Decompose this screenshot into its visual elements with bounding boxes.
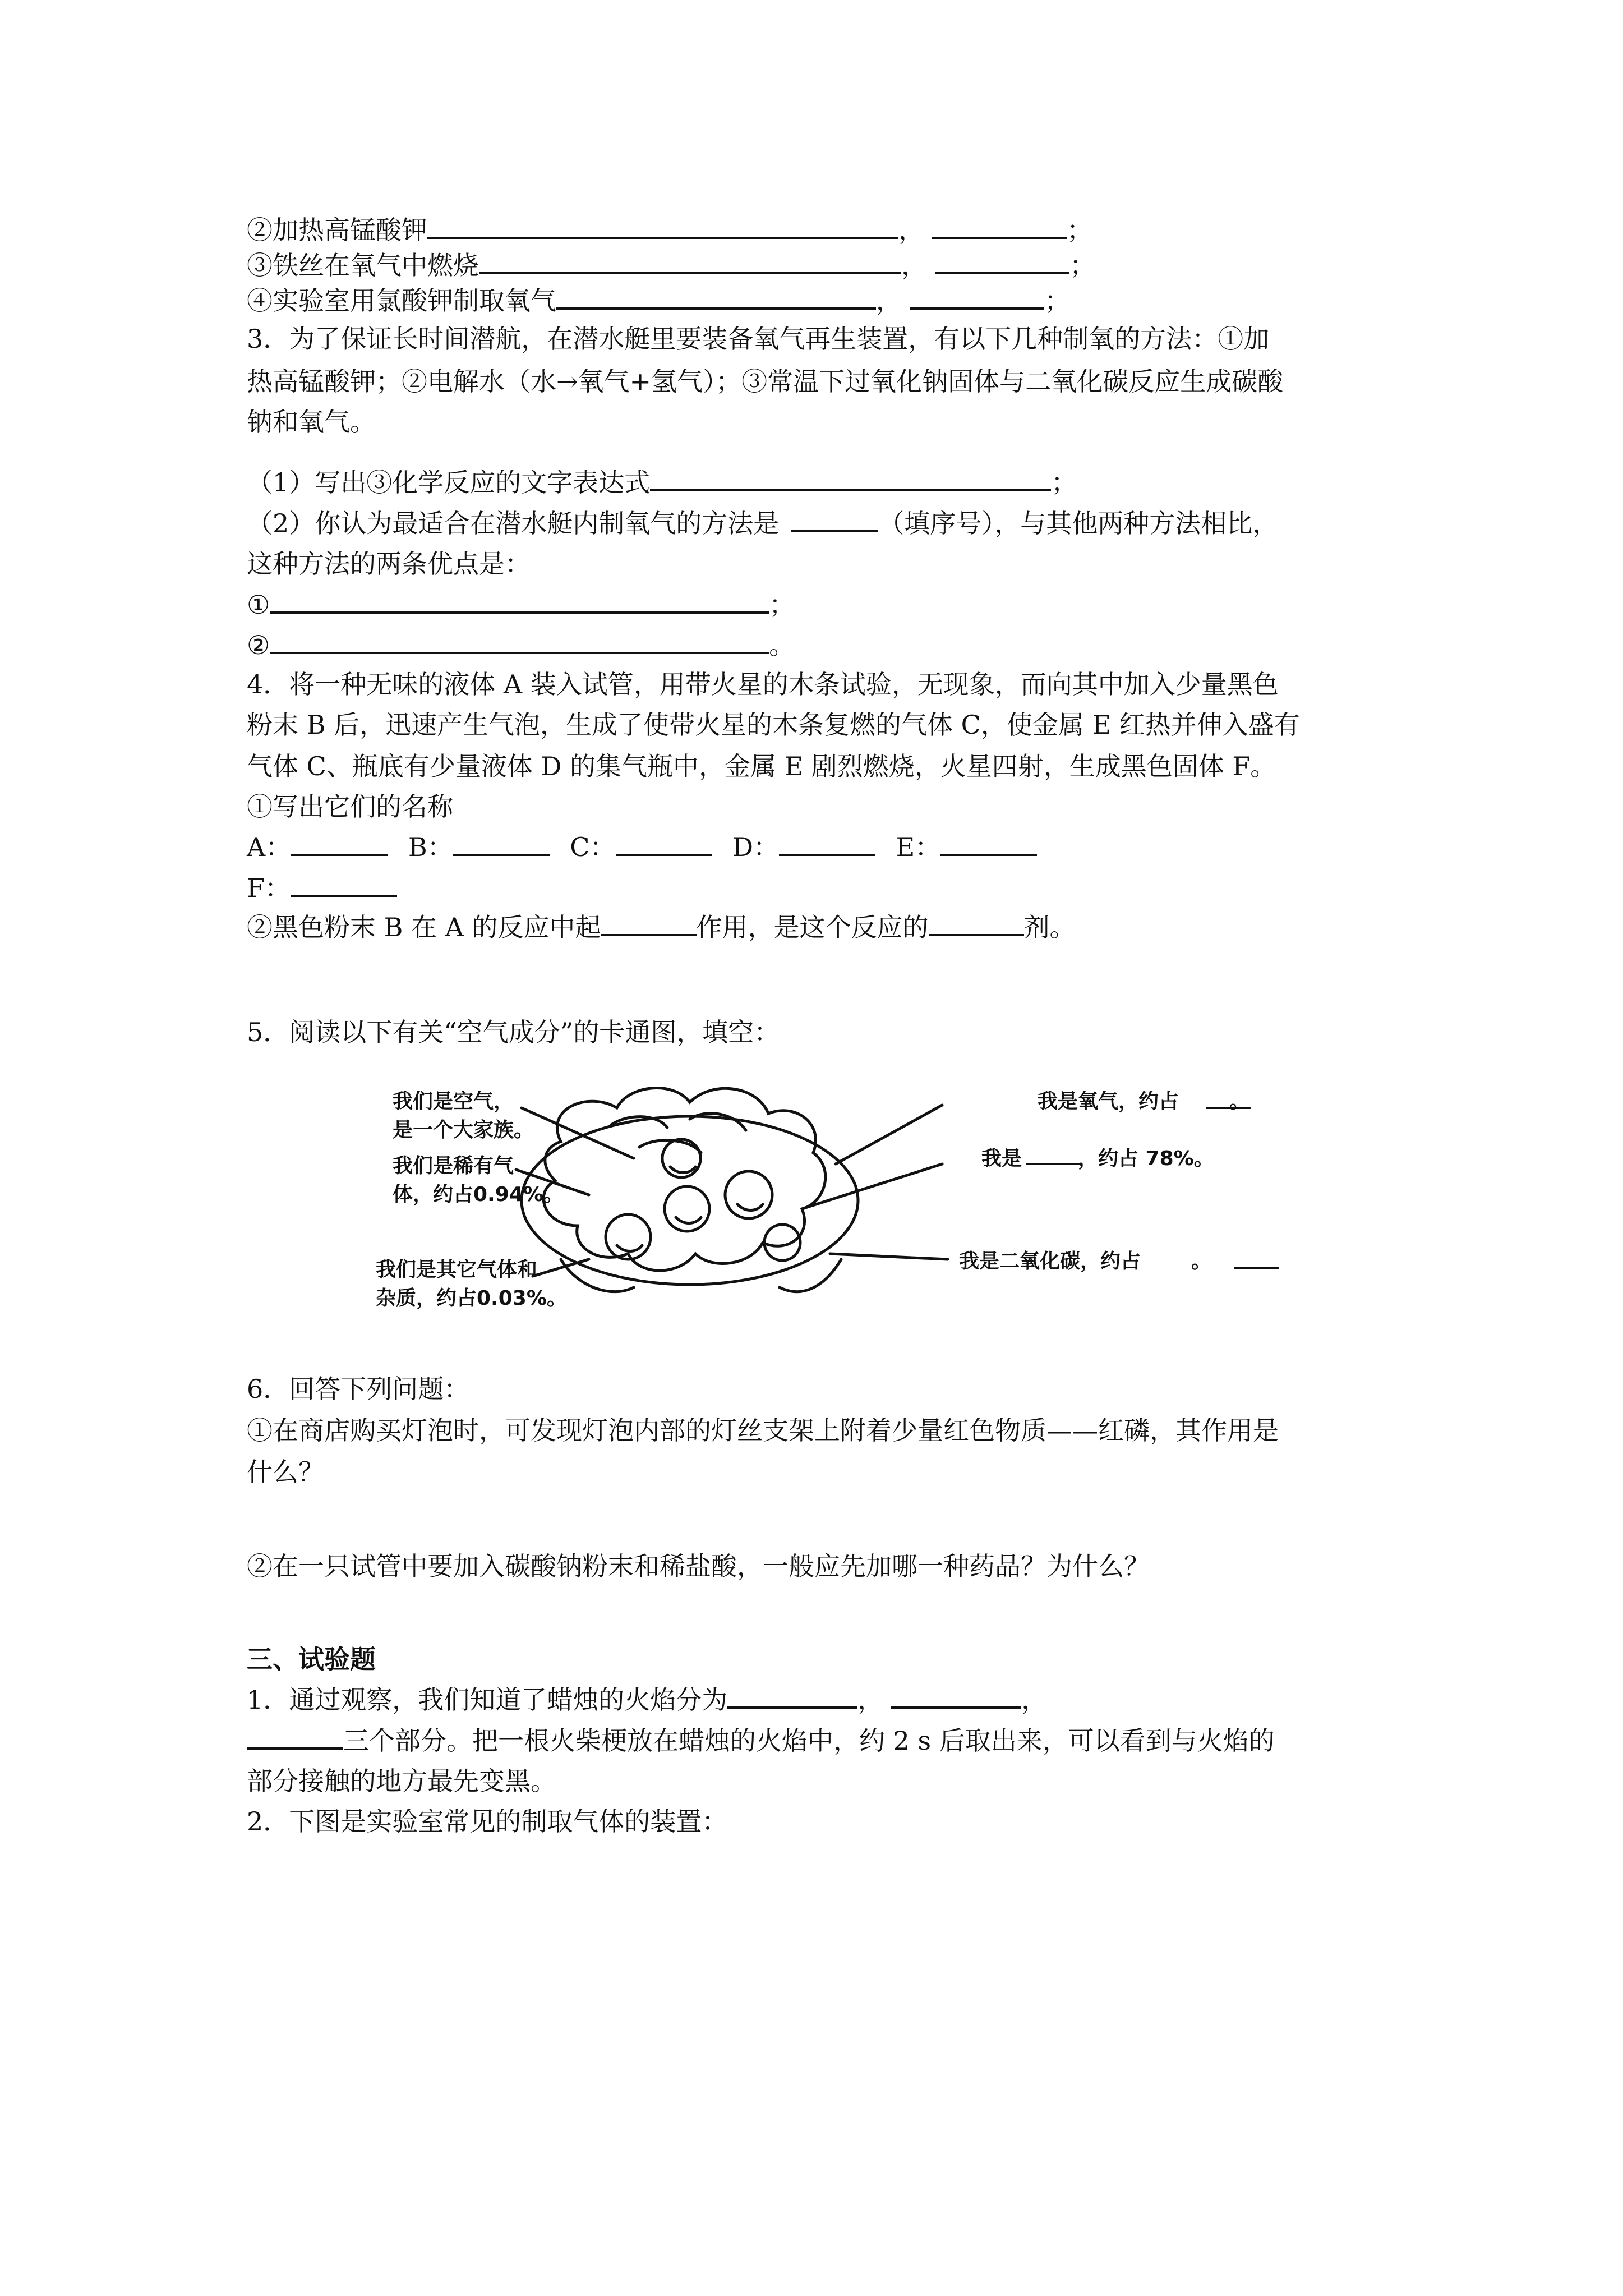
answer-blank[interactable]: [479, 243, 901, 274]
q6-title: 6．回答下列问题：: [247, 1374, 470, 1404]
cartoon-label-noble-gas-l1: 我们是稀有气: [393, 1154, 514, 1177]
answer-blank[interactable]: [427, 208, 898, 239]
cartoon-label-other-gases-l1: 我们是其它气体和: [376, 1258, 538, 1281]
cartoon-label-noble-gas-l2: 体，约占0.94%。: [393, 1183, 564, 1206]
answer-blank[interactable]: [556, 278, 876, 310]
q2-item-3-text: ③铁丝在氧气中燃烧: [247, 250, 479, 280]
answer-blank[interactable]: [935, 243, 1069, 274]
answer-blank[interactable]: [910, 278, 1044, 310]
cartoon-label-co2-text: 我是二氧化碳，约占: [959, 1250, 1141, 1273]
s3-q1-text: 1．通过观察，我们知道了蜡烛的火焰分为: [247, 1685, 728, 1715]
comma: ，: [857, 1685, 884, 1715]
cartoon-label-noble-gas: [393, 1150, 564, 1207]
q4-name-blank-f: [247, 866, 397, 910]
answer-blank-e[interactable]: [940, 825, 1037, 856]
answer-blank[interactable]: [932, 208, 1067, 239]
q3-advantage-2: [247, 623, 795, 668]
answer-blank[interactable]: [270, 623, 769, 654]
answer-blank-b[interactable]: [453, 825, 550, 856]
semicolon: ；: [1067, 215, 1092, 245]
q3-line-3: 钠和氧气。: [247, 407, 376, 437]
cartoon-label-air-l1: 我们是空气，: [393, 1090, 514, 1113]
q3-sub-1: [247, 460, 1077, 505]
cartoon-label-nitrogen-a: 我是: [981, 1147, 1022, 1170]
advantage-1-label: ①: [247, 590, 270, 620]
answer-blank[interactable]: [929, 905, 1024, 936]
answer-blank[interactable]: [247, 1718, 343, 1750]
q3-sub-1-text: （1）写出③化学反应的文字表达式: [247, 467, 651, 498]
label-d: D：: [732, 832, 780, 862]
q6-item-1: ①在商店购买灯泡时，可发现灯泡内部的灯丝支架上附着少量红色物质——红磷，其作用是: [247, 1415, 1279, 1446]
q4-line-6: [247, 905, 1076, 950]
period: 。: [1229, 1090, 1250, 1113]
advantage-2-label: ②: [247, 630, 270, 660]
q4-line-6-text: ②黑色粉末 B 在 A 的反应中起: [247, 912, 601, 942]
s3-q1-text-b: 三个部分。把一根火柴梗放在蜡烛的火焰中，约 2 s 后取出来，可以看到与火焰的: [343, 1726, 1275, 1756]
period: 。: [1191, 1250, 1212, 1273]
answer-blank[interactable]: [270, 582, 769, 614]
air-composition-cartoon: [376, 1074, 1307, 1327]
cartoon-label-other-gases-l2: 杂质，约占0.03%。: [376, 1287, 567, 1310]
period: 。: [769, 630, 795, 660]
semicolon: ；: [1044, 286, 1070, 316]
comma: ，: [901, 250, 927, 280]
section3-heading: 三、试验题: [247, 1644, 376, 1674]
answer-blank-a[interactable]: [291, 825, 388, 856]
q6-item-1-cont: 什么？: [247, 1457, 324, 1487]
s3-q1-line-2: [247, 1718, 1275, 1763]
q3-line-2: 热高锰酸钾；②电解水（水→氧气+氢气）；③常温下过氧化钠固体与二氧化碳反应生成碳酸: [247, 366, 1284, 397]
label-b: B：: [408, 832, 453, 862]
cartoon-label-nitrogen: [981, 1143, 1214, 1171]
q2-item-4-text: ④实验室用氯酸钾制取氧气: [247, 286, 556, 316]
q3-advantage-1: [247, 582, 795, 627]
q4-line-2: 粉末 B 后，迅速产生气泡，生成了使带火星的木条复燃的气体 C，使金属 E 红热并伸入盛有: [247, 710, 1300, 740]
answer-blank[interactable]: [791, 501, 878, 532]
cartoon-label-air: [393, 1085, 534, 1143]
q3-sub-2-text: （2）你认为最适合在潜水艇内制氧气的方法是: [247, 508, 780, 539]
q3-sub-2: [247, 501, 1278, 546]
q5-title: 5．阅读以下有关“空气成分”的卡通图，填空：: [247, 1017, 780, 1047]
q4-name-blanks: [247, 825, 1037, 869]
cartoon-label-air-l2: 是一个大家族。: [393, 1119, 534, 1142]
comma: ，: [1021, 1685, 1048, 1715]
q4-line-6-text-b: 作用，是这个反应的: [696, 912, 929, 942]
s3-q1-line-1: [247, 1677, 1047, 1722]
q2-item-2-text: ②加热高锰酸钾: [247, 215, 427, 245]
answer-blank[interactable]: [650, 460, 1051, 491]
q4-line-3: 气体 C、瓶底有少量液体 D 的集气瓶中，金属 E 剧烈燃烧，火星四射，生成黑色固体 F。: [247, 751, 1276, 781]
label-a: A：: [247, 832, 292, 862]
q6-item-2: ②在一只试管中要加入碳酸钠粉末和稀盐酸，一般应先加哪一种药品？为什么？: [247, 1551, 1150, 1581]
answer-blank-d[interactable]: [779, 825, 875, 856]
q4-line-6-text-c: 剂。: [1023, 912, 1076, 942]
q4-line-4: ①写出它们的名称: [247, 792, 453, 822]
semicolon: ；: [1051, 467, 1077, 498]
q3-line-1: 3．为了保证长时间潜航，在潜水艇里要装备氧气再生装置，有以下几种制氧的方法：①加: [247, 324, 1270, 354]
q4-line-1: 4．将一种无味的液体 A 装入试管，用带火星的木条试验，无现象，而向其中加入少量黑色: [247, 669, 1279, 700]
cartoon-label-co2: [959, 1245, 1211, 1274]
comma: ，: [898, 215, 924, 245]
s3-q2: 2．下图是实验室常见的制取气体的装置：: [247, 1806, 728, 1837]
label-f: F：: [247, 873, 291, 903]
semicolon: ；: [769, 590, 795, 620]
answer-blank-c[interactable]: [616, 825, 712, 856]
answer-blank-f[interactable]: [291, 866, 397, 897]
comma: ，: [876, 286, 902, 316]
q3-sub-2-cont: 这种方法的两条优点是：: [247, 549, 531, 579]
cartoon-label-nitrogen-b: ，约占 78%。: [1078, 1147, 1214, 1170]
cartoon-label-oxygen: [1038, 1085, 1249, 1114]
label-c: C：: [570, 832, 616, 862]
s3-q1-line-3: 部分接触的地方最先变黑。: [247, 1766, 556, 1796]
answer-blank[interactable]: [891, 1677, 1021, 1709]
answer-blank[interactable]: [727, 1677, 857, 1709]
answer-blank[interactable]: [601, 905, 697, 936]
q3-sub-2-text-b: （填序号），与其他两种方法相比，: [878, 508, 1279, 539]
cartoon-label-other-gases: [376, 1254, 567, 1311]
label-e: E：: [896, 832, 941, 862]
cartoon-label-oxygen-text: 我是氧气，约占: [1038, 1090, 1179, 1113]
semicolon: ；: [1069, 250, 1095, 280]
